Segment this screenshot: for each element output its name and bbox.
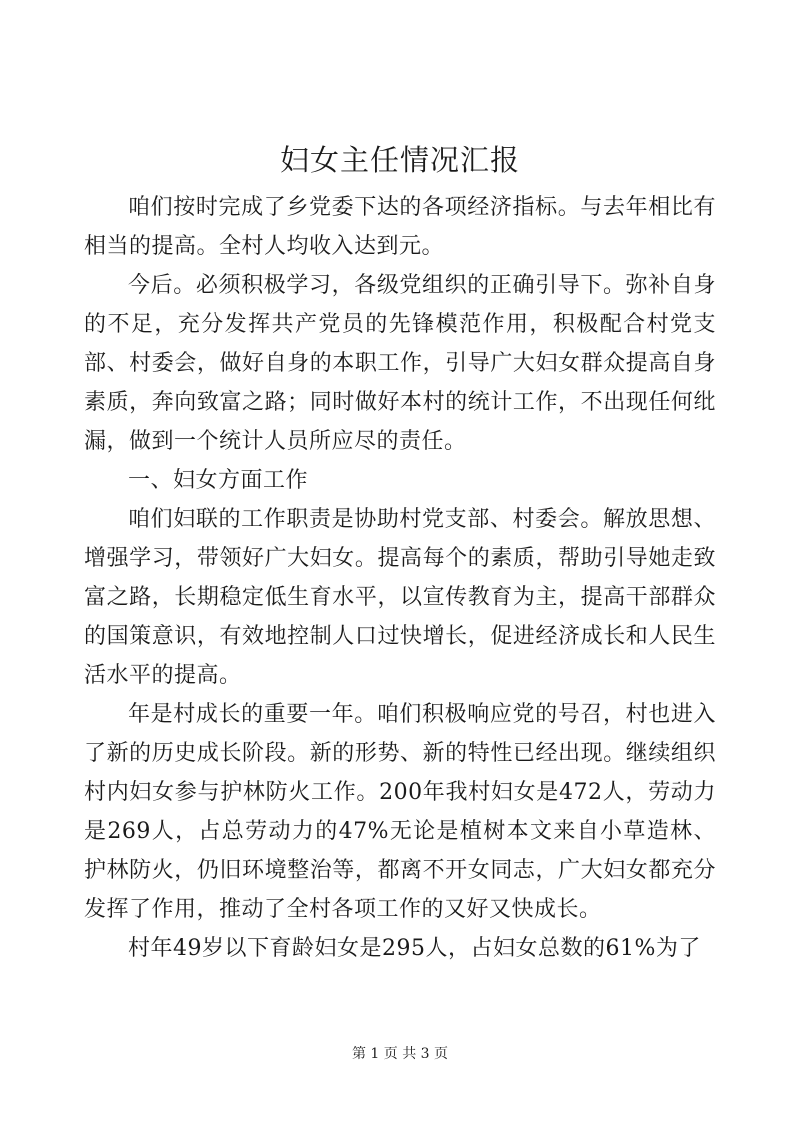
paragraph-future-plans: 今后。必须积极学习，各级党组织的正确引导下。弥补自身的不足，充分发挥共产党员的先锋模范作用，积极配合村党支部、村委会，做好自身的本职工作，引导广大妇女群众提高自身素质，奔向致富之路；同时做好本村的统计工作，不出现任何纰漏，做到一个统计人员所应尽的责任。: [84, 273, 716, 454]
section-heading-women-work: 一、妇女方面工作: [128, 468, 309, 493]
document-title: 妇女主任情况汇报: [279, 143, 520, 177]
paragraph-childbearing-age: 村年49岁以下育龄妇女是295人，占妇女总数的61%为了: [128, 936, 701, 961]
paragraph-womens-federation-duties: 咱们妇联的工作职责是协助村党支部、村委会。解放思想、增强学习，带领好广大妇女。提高每个的素质，帮助引导她走致富之路，长期稳定低生育水平，以宣传教育为主，提高干部群众的国策意识，有效地控制人口过快增长，促进经济成长和人民生活水平的提高。: [84, 507, 716, 688]
paragraph-village-development: 年是村成长的重要一年。咱们积极响应党的号召，村也进入了新的历史成长阶段。新的形势、新的特性已经出现。继续组织村内妇女参与护林防火工作。200年我村妇女是472人，劳动力是269人，占总劳动力的47%无论是植树本文来自小草造林、护林防火，仍旧环境整治等，都离不开女同志，广大妇女都充分发挥了作用，推动了全村各项工作的又好又快成长。: [84, 702, 716, 922]
paragraph-economic-targets: 咱们按时完成了乡党委下达的各项经济指标。与去年相比有相当的提高。全村人均收入达到元。: [84, 195, 716, 259]
document-body: [84, 188, 716, 968]
page-footer: 第 1 页 共 3 页: [351, 1046, 449, 1062]
